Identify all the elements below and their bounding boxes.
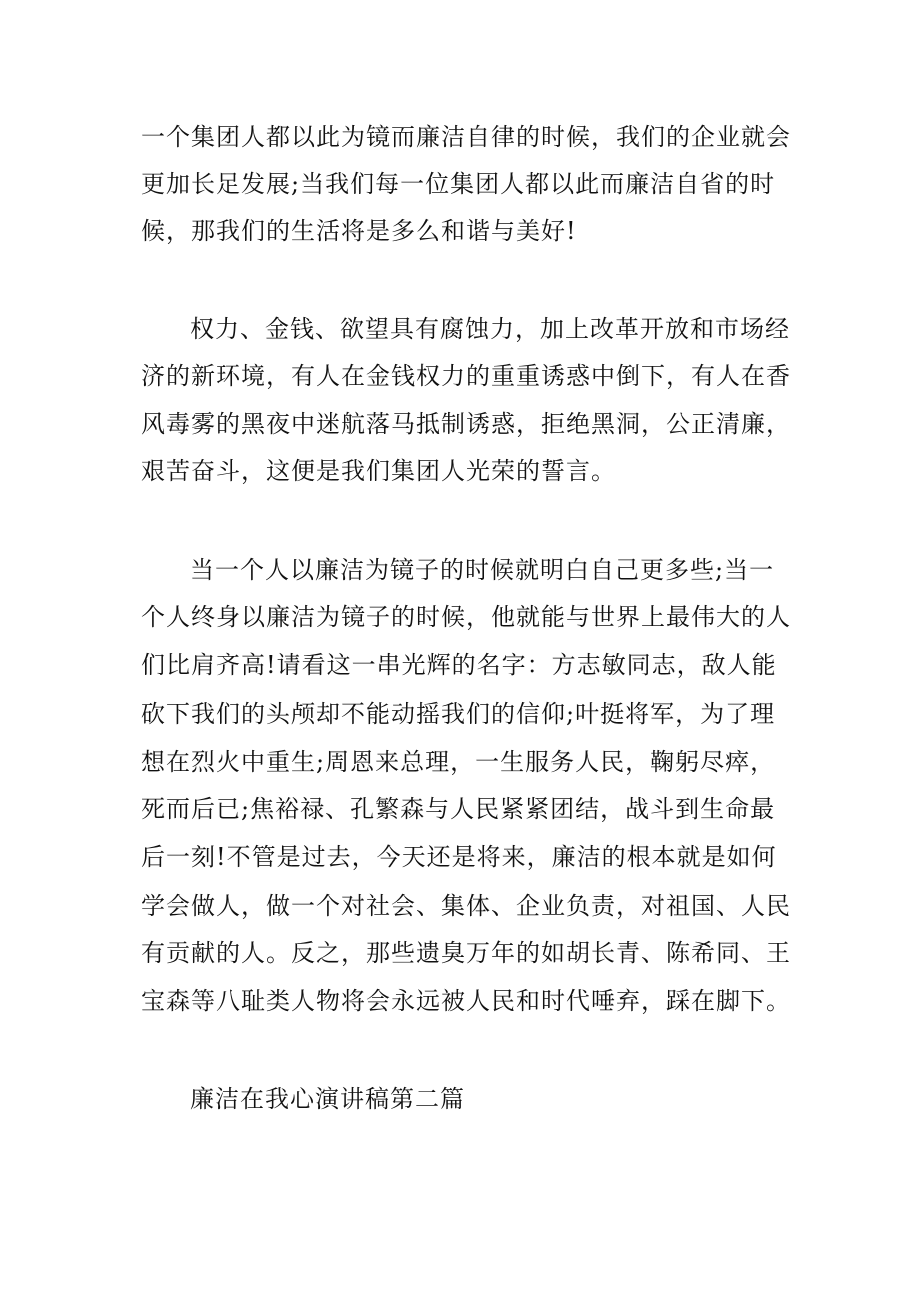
- paragraph-3-line-7: 后一刻!不管是过去，今天还是将来，廉洁的根本就是如何: [141, 843, 777, 871]
- paragraph-2-line-3: 风毒雾的黑夜中迷航落马抵制诱惑，拒绝黑洞，公正清廉，: [141, 410, 791, 438]
- section-heading: 廉洁在我心演讲稿第二篇: [190, 1085, 465, 1113]
- paragraph-3-line-10: 宝森等八耻类人物将会永远被人民和时代唾弃，踩在脚下。: [141, 987, 791, 1015]
- paragraph-2-line-1: 权力、金钱、欲望具有腐蚀力，加上改革开放和市场经: [190, 315, 790, 343]
- paragraph-1-line-3: 候，那我们的生活将是多么和谐与美好!: [141, 217, 577, 245]
- paragraph-2-line-4: 艰苦奋斗，这便是我们集团人光荣的誓言。: [141, 457, 616, 485]
- paragraph-3-line-9: 有贡献的人。反之，那些遗臭万年的如胡长青、陈希同、王: [141, 939, 791, 967]
- paragraph-1-line-1: 一个集团人都以此为镜而廉洁自律的时候，我们的企业就会: [141, 123, 791, 151]
- paragraph-3-line-4: 砍下我们的头颅却不能动摇我们的信仰;叶挺将军，为了理: [141, 700, 776, 728]
- paragraph-3-line-2: 个人终身以廉洁为镜子的时候，他就能与世界上最伟大的人: [141, 603, 791, 631]
- paragraph-3-line-5: 想在烈火中重生;周恩来总理，一生服务人民，鞠躬尽瘁，: [141, 748, 776, 776]
- paragraph-1-line-2: 更加长足发展;当我们每一位集团人都以此而廉洁自省的时: [141, 170, 776, 198]
- paragraph-3-line-1: 当一个人以廉洁为镜子的时候就明白自己更多些;当一: [190, 556, 775, 584]
- paragraph-3-line-6: 死而后已;焦裕禄、孔繁森与人民紧紧团结，战斗到生命最: [141, 795, 776, 823]
- paragraph-3-line-8: 学会做人，做一个对社会、集体、企业负责，对祖国、人民: [141, 892, 791, 920]
- paragraph-3-line-3: 们比肩齐高!请看这一串光辉的名字：方志敏同志，敌人能: [141, 651, 777, 679]
- paragraph-2-line-2: 济的新环境，有人在金钱权力的重重诱惑中倒下，有人在香: [141, 362, 791, 390]
